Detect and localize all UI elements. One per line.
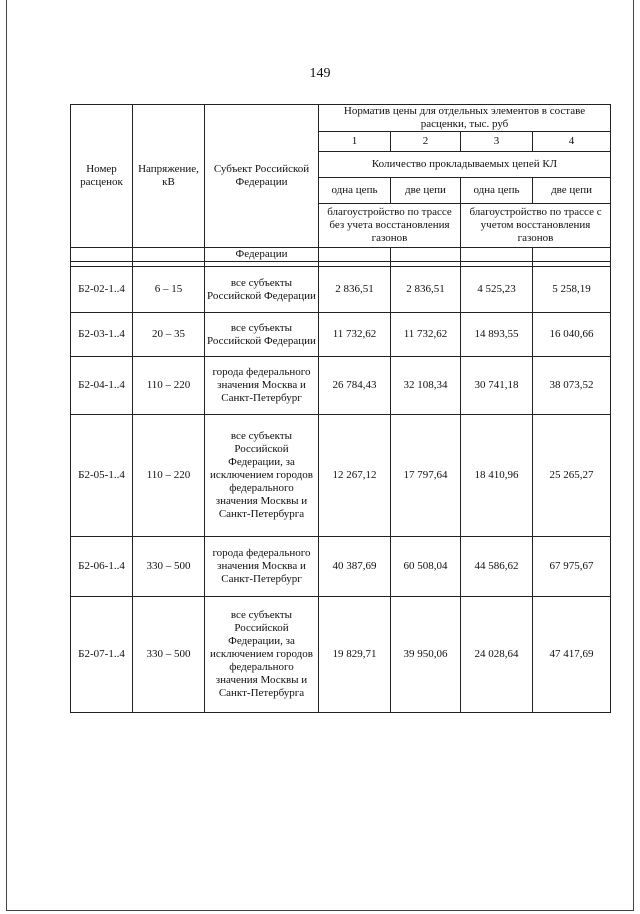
header-index-3: 3 (461, 132, 533, 152)
table-row (71, 597, 611, 713)
row-value-3: 4 525,23 (461, 267, 533, 313)
row-subject: города федерального значения Москва и Санкт-Петербург (205, 357, 319, 415)
row-voltage: 6 – 15 (133, 267, 205, 313)
row-value-1: 19 829,71 (319, 597, 391, 713)
row-value-4: 5 258,19 (533, 267, 611, 313)
table-row (71, 357, 611, 415)
row-voltage: 330 – 500 (133, 597, 205, 713)
carry-empty-2 (391, 248, 461, 262)
row-subject: города федерального значения Москва и Санкт-Петербург (205, 537, 319, 597)
header-chain-3: одна цепь (461, 178, 533, 204)
row-value-2: 39 950,06 (391, 597, 461, 713)
row-value-4: 38 073,52 (533, 357, 611, 415)
row-value-2: 17 797,64 (391, 415, 461, 537)
table-row (71, 415, 611, 537)
row-value-3: 18 410,96 (461, 415, 533, 537)
page-number: 149 (309, 66, 331, 81)
row-code: Б2-06-1..4 (71, 537, 133, 597)
header-chain-1: одна цепь (319, 178, 391, 204)
header-subject: Субъект Российской Федерации (205, 105, 319, 248)
header-index-1: 1 (319, 132, 391, 152)
carry-empty-4 (533, 248, 611, 262)
row-value-1: 26 784,43 (319, 357, 391, 415)
row-code: Б2-07-1..4 (71, 597, 133, 713)
header-chain-4: две цепи (533, 178, 611, 204)
carry-empty-3 (461, 248, 533, 262)
row-value-4: 47 417,69 (533, 597, 611, 713)
row-value-1: 12 267,12 (319, 415, 391, 537)
row-code: Б2-02-1..4 (71, 267, 133, 313)
row-value-4: 67 975,67 (533, 537, 611, 597)
table-row (71, 267, 611, 313)
row-voltage: 330 – 500 (133, 537, 205, 597)
row-code: Б2-03-1..4 (71, 313, 133, 357)
row-voltage: 20 – 35 (133, 313, 205, 357)
row-voltage: 110 – 220 (133, 415, 205, 537)
row-subject: все субъекты Российской Федерации, за исключением городов федерального значения Москвы и Санкт-Петербурга (205, 597, 319, 713)
row-value-4: 16 040,66 (533, 313, 611, 357)
header-index-4: 4 (533, 132, 611, 152)
row-value-3: 14 893,55 (461, 313, 533, 357)
rates-table (70, 104, 611, 713)
table-row (71, 313, 611, 357)
header-index-2: 2 (391, 132, 461, 152)
row-code: Б2-04-1..4 (71, 357, 133, 415)
row-value-3: 30 741,18 (461, 357, 533, 415)
row-value-3: 24 028,64 (461, 597, 533, 713)
row-subject: все субъекты Российской Федерации, за исключением городов федерального значения Москвы и Санкт-Петербурга (205, 415, 319, 537)
row-value-1: 11 732,62 (319, 313, 391, 357)
row-value-2: 2 836,51 (391, 267, 461, 313)
row-value-4: 25 265,27 (533, 415, 611, 537)
carry-code-cell (71, 248, 133, 262)
header-chains-title: Количество прокладываемых цепей КЛ (319, 152, 611, 178)
carry-empty-1 (319, 248, 391, 262)
row-value-2: 11 732,62 (391, 313, 461, 357)
header-improvement-without: благоустройство по трассе без учета восстановления газонов (319, 204, 461, 248)
header-improvement-with: благоустройство по трассе с учетом восстановления газонов (461, 204, 611, 248)
table-row (71, 537, 611, 597)
row-subject: все субъекты Российской Федерации (205, 313, 319, 357)
row-value-2: 60 508,04 (391, 537, 461, 597)
header-chain-2: две цепи (391, 178, 461, 204)
row-subject: все субъекты Российской Федерации (205, 267, 319, 313)
row-value-1: 40 387,69 (319, 537, 391, 597)
row-voltage: 110 – 220 (133, 357, 205, 415)
row-value-2: 32 108,34 (391, 357, 461, 415)
row-value-3: 44 586,62 (461, 537, 533, 597)
header-norm-title: Норматив цены для отдельных элементов в составе расценки, тыс. руб (319, 105, 611, 132)
header-voltage: Напряжение, кВ (133, 105, 205, 248)
carry-subject: Федерации (205, 248, 319, 262)
row-code: Б2-05-1..4 (71, 415, 133, 537)
header-code: Номер расценок (71, 105, 133, 248)
row-value-1: 2 836,51 (319, 267, 391, 313)
carry-voltage-cell (133, 248, 205, 262)
